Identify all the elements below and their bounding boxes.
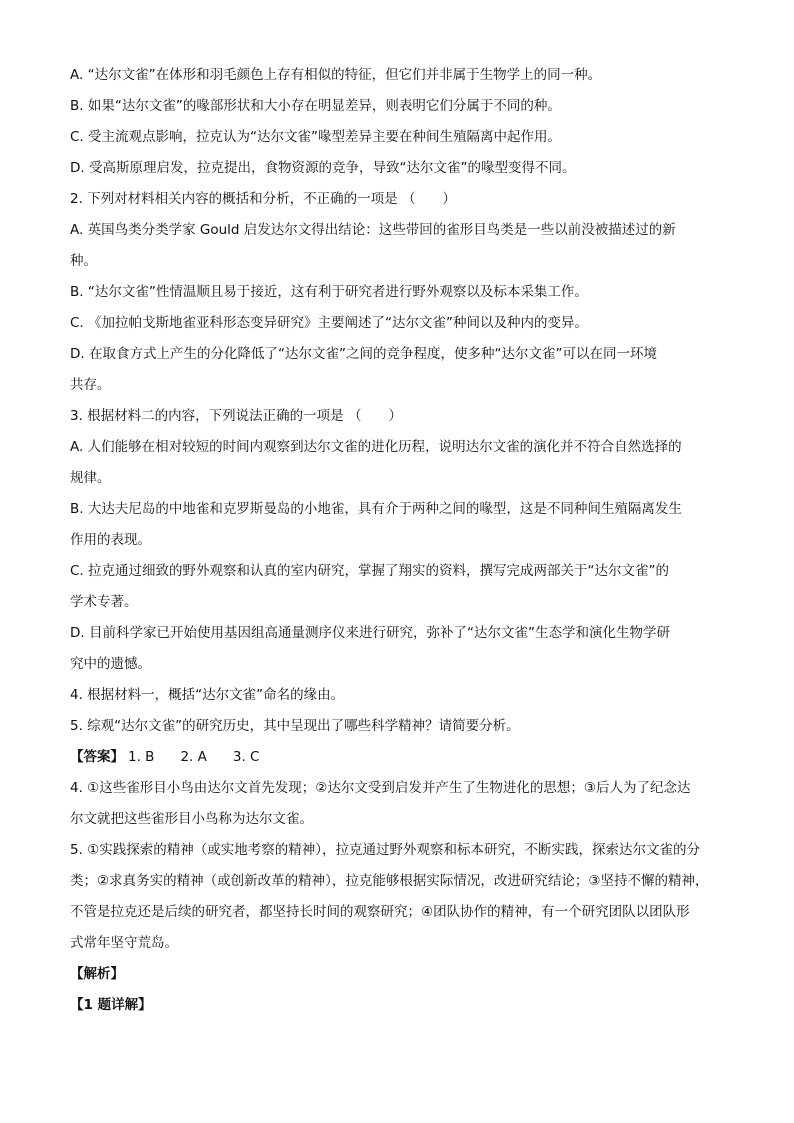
- q3-option-b-line1: B. 大达夫尼岛的中地雀和克罗斯曼岛的小地雀，具有介于两种之间的喙型，这是不同种间生殖隔离发生: [70, 501, 682, 517]
- answer5-line4: 式常年坚守荒岛。: [70, 935, 178, 951]
- answer-label: 【答案】: [70, 749, 124, 765]
- answer-item-3: 3. C: [232, 749, 260, 765]
- q2-stem: 2. 下列对材料相关内容的概括和分析，不正确的一项是 （ ）: [70, 191, 456, 207]
- answer-item-2: 2. A: [180, 749, 207, 765]
- q2-option-a-line1: A. 英国鸟类分类学家 Gould 启发达尔文得出结论：这些带回的雀形目鸟类是一些以前没被描述过的新: [70, 222, 676, 238]
- q3-option-d-line2: 究中的遗憾。: [70, 656, 151, 672]
- q3-option-a-line1: A. 人们能够在相对较短的时间内观察到达尔文雀的进化历程，说明达尔文雀的演化并不符合自然选择的: [70, 439, 682, 455]
- q2-option-d-line1: D. 在取食方式上产生的分化降低了“达尔文雀”之间的竞争程度，使多种“达尔文雀”可以在同一环境: [70, 346, 657, 362]
- q3-option-c-line1: C. 拉克通过细致的野外观察和认真的室内研究，掌握了翔实的资料，撰写完成两部关于“达尔文雀”的: [70, 563, 669, 579]
- q3-option-d-line1: D. 目前科学家已开始使用基因组高通量测序仪来进行研究，弥补了“达尔文雀”生态学和演化生物学研: [70, 625, 670, 641]
- answer-item-1: 1. B: [128, 749, 155, 765]
- answer-line: [70, 742, 730, 773]
- q3-option-c-line2: 学术专著。: [70, 594, 138, 610]
- q5-stem: 5. 综观“达尔文雀”的研究历史，其中呈现出了哪些科学精神？请简要分析。: [70, 718, 520, 734]
- q2-option-d-line2: 共存。: [70, 377, 111, 393]
- answer5-line3: 不管是拉克还是后续的研究者，都坚持长时间的观察研究；④团队协作的精神，有一个研究团队以团队形: [70, 904, 690, 920]
- q2-option-b: B. “达尔文雀”性情温顺且易于接近，这有利于研究者进行野外观察以及标本采集工作。: [70, 284, 588, 300]
- q2-option-a-line2: 种。: [70, 253, 97, 269]
- answer4-line1: 4. ①这些雀形目小鸟由达尔文首先发现；②达尔文受到启发并产生了生物进化的思想；③后人为了纪念达: [70, 780, 691, 796]
- q1-option-b: B. 如果“达尔文雀”的喙部形状和大小存在明显差异，则表明它们分属于不同的种。: [70, 98, 561, 114]
- q2-option-c: C. 《加拉帕戈斯地雀亚科形态变异研究》主要阐述了“达尔文雀”种间以及种内的变异。: [70, 315, 588, 331]
- detail-label: 【1 题详解】: [70, 997, 152, 1013]
- answer5-line2: 类；②求真务实的精神（或创新改革的精神），拉克能够根据实际情况，改进研究结论；③坚持不懈的精神，: [70, 873, 709, 889]
- document-page: [70, 60, 730, 1021]
- answer5-line1: 5. ①实践探索的精神（或实地考察的精神），拉克通过野外观察和标本研究，不断实践，探索达尔文雀的分: [70, 842, 701, 858]
- q3-stem: 3. 根据材料二的内容，下列说法正确的一项是 （ ）: [70, 408, 402, 424]
- answer4-line2: 尔文就把这些雀形目小鸟称为达尔文雀。: [70, 811, 313, 827]
- q3-option-b-line2: 作用的表现。: [70, 532, 151, 548]
- analysis-label: 【解析】: [70, 966, 124, 982]
- q1-option-a: A. “达尔文雀”在体形和羽毛颜色上存有相似的特征，但它们并非属于生物学上的同一种。: [70, 67, 602, 83]
- q1-option-d: D. 受高斯原理启发，拉克提出，食物资源的竞争，导致“达尔文雀”的喙型变得不同。: [70, 160, 576, 176]
- q3-option-a-line2: 规律。: [70, 470, 111, 486]
- q1-option-c: C. 受主流观点影响，拉克认为“达尔文雀”喙型差异主要在种间生殖隔离中起作用。: [70, 129, 561, 145]
- q4-stem: 4. 根据材料一，概括“达尔文雀”命名的缘由。: [70, 687, 345, 703]
